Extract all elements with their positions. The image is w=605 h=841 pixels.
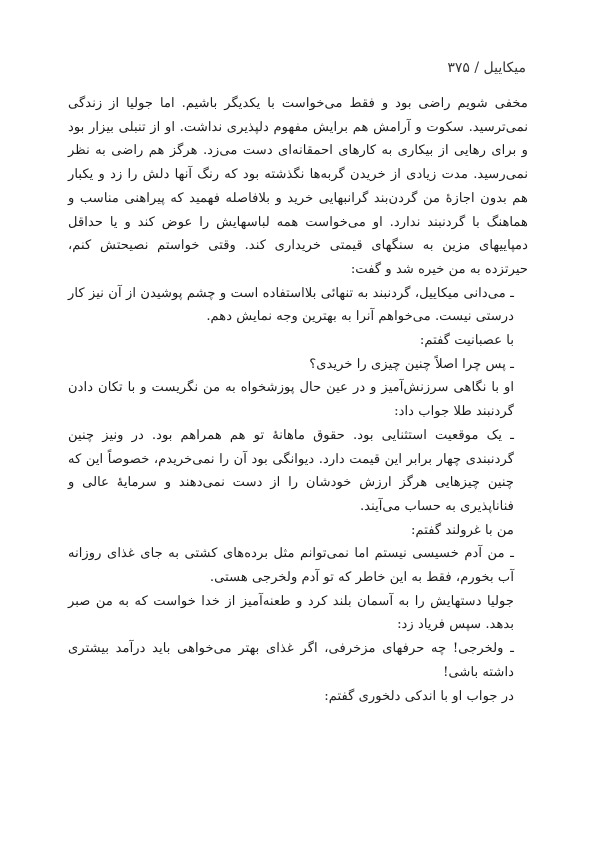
paragraph: در جواب او با اندکی دلخوری گفتم: xyxy=(324,688,514,704)
paragraph: ـ می‌دانی میکاییل، گردنبند به تنهائی بلااستفاده است و چشم پوشیدن از آن نیز کار درستی نیست. می‌خواهم آنرا به بهترین وجه نمایش دهم. xyxy=(68,285,514,325)
paragraph: او با نگاهی سرزنش‌آمیز و در عین حال پوزشخواه به من نگریست و با تکان دادن گردنبند طلا جواب داد: xyxy=(68,380,514,420)
paragraph: جولیا دستهایش را به آسمان بلند کرد و طعنه‌آمیز از خدا خواست که به من صبر بدهد. سپس فریاد زد: xyxy=(68,593,514,633)
paragraph: من با غرولند گفتم: xyxy=(411,522,514,538)
paragraph: ـ یک موقعیت استثنایی بود. حقوق ماهانهٔ تو هم همراهم بود. در ونیز چنین گردنبندی چهار برابر این قیمت دارد. دیوانگی بود آن را نمی‌خریدم، خصوصاً این که چنین چیزهایی هرگز ارزش خودشان را از دست نمی‌دهند و سرمایهٔ عالی و فناناپذیری به حساب می‌آیند. xyxy=(68,427,514,514)
book-page xyxy=(68,58,528,708)
paragraph: ـ من آدم خسیسی نیستم اما نمی‌توانم مثل برده‌های کشتی به جای غذای روزانه آب بخورم، فقط به این خاطر که تو آدم ولخرجی هستی. xyxy=(68,546,514,586)
body-text xyxy=(68,92,528,708)
paragraph: ـ ولخرجی! چه حرفهای مزخرفی، اگر غذای بهتر می‌خواهی باید درآمد بیشتری داشته باشی! xyxy=(68,641,514,680)
paragraph: با عصبانیت گفتم: xyxy=(419,333,514,349)
paragraph: ـ پس چرا اصلاً چنین چیزی را خریدی؟ xyxy=(309,356,514,372)
paragraph: مخفی شویم راضی بود و فقط می‌خواست با یکدیگر باشیم. اما جولیا از زندگی نمی‌ترسید. سکوت و آرامش هم برایش مفهوم دلپذیری نداشت. او از تنبلی بیزار بود و برای رهایی از بیکاری به کارهای احمقانه‌ای دست می‌زد. هرگز هم راضی به نظر نمی‌رسید. مدت زیادی از خریدن گربه‌ها نگذشته بود که رنگ آنها دلش را زد و یکبار هم بدون اجازهٔ من گردن‌بند گرانبهایی خرید و بلافاصله فهمید که پیراهنی مناسب و هماهنگ با گردنبند ندارد. او می‌خواست همه لباسهایش را عوض کند و یا حداقل دمپاییهای مزین به سنگهای قیمتی خریداری کند. وقتی خواستم نصیحتش کنم، حیرتزده به من خیره شد و گفت: xyxy=(68,96,528,277)
running-head: میکاییل / ۳۷۵ xyxy=(447,60,526,76)
